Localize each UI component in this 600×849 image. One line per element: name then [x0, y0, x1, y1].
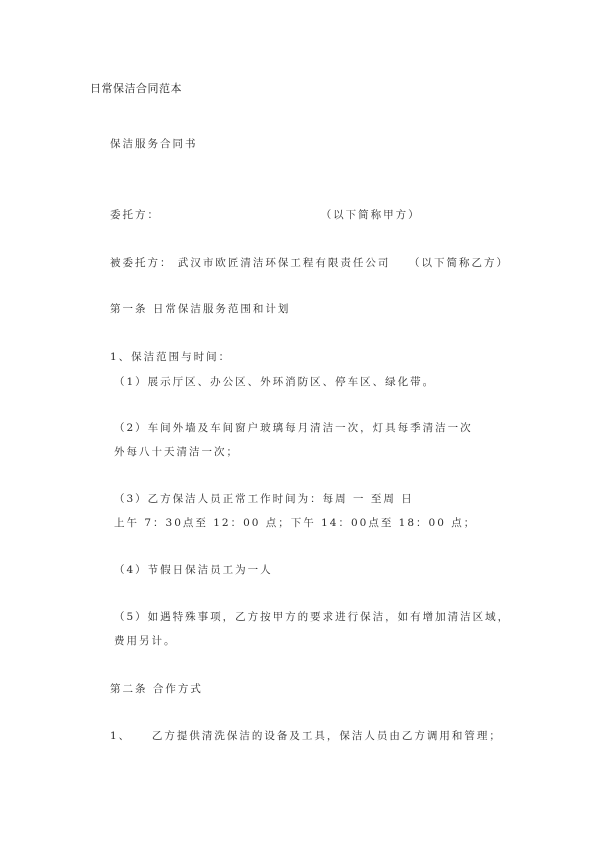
- item-1-5-line-1: （5）如遇特殊事项，乙方按甲方的要求进行保洁，如有增加清洁区域，: [114, 611, 511, 623]
- document-title: 日常保洁合同范本: [90, 82, 182, 95]
- item-1-1: （1）展示厅区、办公区、外环消防区、停车区、绿化带。: [114, 376, 436, 388]
- item-1-3-line-1: （3）乙方保洁人员正常工作时间为：每周 一 至周 日: [114, 493, 414, 505]
- item-2-1: [110, 729, 502, 743]
- contractor-note: （以下简称乙方）: [409, 257, 510, 269]
- contractor-label: 被委托方：: [110, 257, 173, 269]
- contractor-row: [110, 256, 509, 270]
- client-label: 委托方：: [110, 209, 160, 221]
- item-1-3-line-2: 上午 7：30点至 12：00 点；下午 14：00点至 18：00 点；: [114, 517, 477, 529]
- client-row: [110, 208, 421, 222]
- article-2-title: 第二条 合作方式: [110, 683, 203, 695]
- item-1-2-line-2: 外每八十天清洁一次；: [114, 446, 239, 458]
- contractor-name: 武汉市欧匠清洁环保工程有限责任公司: [177, 257, 391, 269]
- item-2-1-number: 1、: [110, 730, 132, 742]
- client-note: （以下简称甲方）: [320, 209, 421, 221]
- item-1-title: 1、保洁范围与时间：: [110, 351, 232, 363]
- contract-subtitle: 保洁服务合同书: [110, 138, 198, 150]
- item-2-1-text: 乙方提供清洗保洁的设备及工具，保洁人员由乙方调用和管理；: [151, 730, 502, 742]
- item-1-4: （4）节假日保洁员工为一人: [114, 564, 273, 576]
- item-1-2-line-1: （2）车间外墙及车间窗户玻璃每月清洁一次，灯具每季清洁一次: [114, 422, 473, 434]
- item-1-5-line-2: 费用另计。: [114, 635, 177, 647]
- article-1-title: 第一条 日常保洁服务范围和计划: [110, 303, 291, 315]
